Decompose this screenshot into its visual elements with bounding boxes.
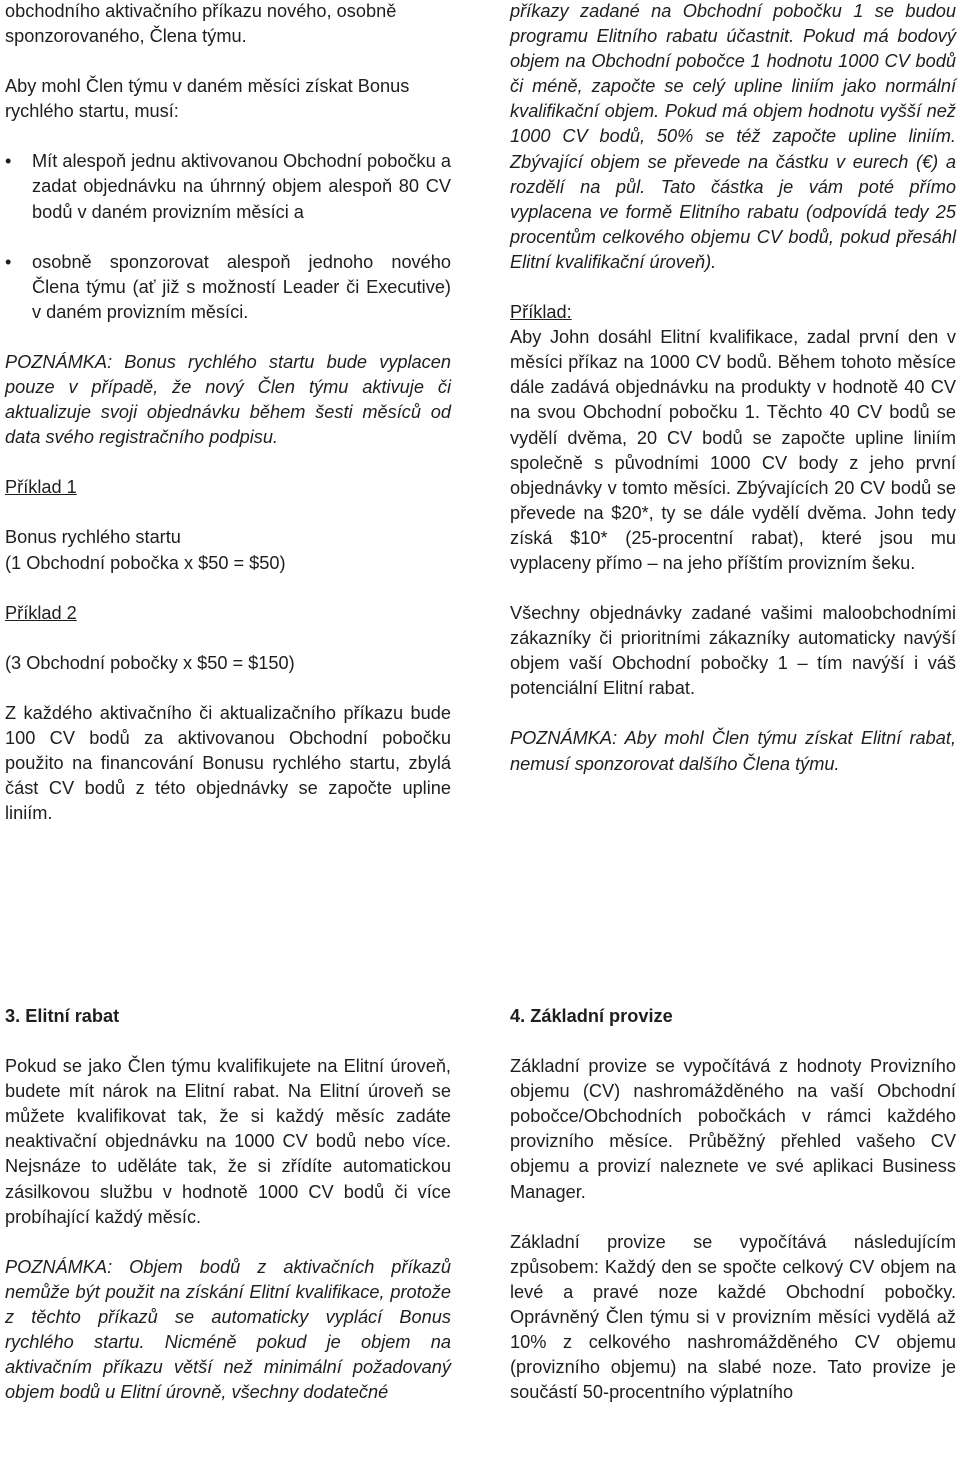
bullet-icon: • — [5, 251, 12, 272]
intro-fragment: obchodního aktivačního příkazu nového, osobně sponzorovaného, Člena týmu. — [5, 1, 397, 47]
column-left-top — [5, 0, 451, 851]
note-continued: příkazy zadané na Obchodní pobočku 1 se budou programu Elitního rabatu účastnit. Pokud má bodový objem na Obchodní pobočce 1 hodnotu 1000 CV bodů či méně, započte se celý upline liniím jako normální kvalifikační objem. Pokud má objem hodnotu vyšší než 1000 CV bodů, 50% se též započte upline liniím. Zbývající objem se převede na částku v eurech (€) a rozdělí na půl. Tato částka je vám poté přímo vyplacena ve formě Elitního rabatu (odpovídá tedy 25 procentům celkového objemu CV bodů, pokud přesáhl Elitní kvalifikační úroveň). — [510, 1, 956, 272]
section-heading-base-commission: 4. Základní provize — [510, 1006, 673, 1026]
note-fast-start: POZNÁMKA: Bonus rychlého startu bude vyplacen pouze v případě, že nový Člen týmu aktivuje či aktualizuje svoji objednávku během šesti měsíců od data svého registračního podpisu. — [5, 351, 451, 448]
note-elite: POZNÁMKA: Aby mohl Člen týmu získat Elitní rabat, nemusí sponzorovat dalšího Člena týmu. — [510, 728, 956, 774]
closing-paragraph: Z každého aktivačního či aktualizačního příkazu bude 100 CV bodů za aktivovanou Obchodní pobočku použito na financování Bonusu rychlého startu, zbylá část CV bodů z této objednávky se započte upline liniím. — [5, 702, 451, 824]
retail-paragraph: Všechny objednávky zadané vašimi maloobchodními zákazníky či prioritními zákazníky automaticky navýší objem vaší Obchodní pobočky 1 – tím navýší i váš potenciální Elitní rabat. — [510, 603, 956, 699]
conditions-intro: Aby mohl Člen týmu v daném měsíci získat Bonus rychlého startu, musí: — [5, 76, 410, 122]
column-right-top — [510, 0, 956, 802]
example-text: Aby John dosáhl Elitní kvalifikace, zadal první den v měsíci příkaz na 1000 CV bodů. Během tohoto měsíce dále zadává objednávku na produkty v hodnotě 40 CV na svou Obchodní pobočku 1. Těchto 40 CV bodů se vydělí dvěma, 20 CV bodů se započte upline liniím společně s původními 1000 CV body z jeho první objednávky v tomto měsíci. Zbývajících 20 CV bodů se převede na $20*, ty se dále vydělí dvěma. John tedy získá $10* (25-procentní rabat), které jsou mu vyplaceny přímo – na jeho příštím provizním šeku. — [510, 327, 956, 573]
column-left-bottom — [5, 1004, 451, 1430]
example2-heading: Příklad 2 — [5, 602, 77, 623]
list-item — [5, 250, 451, 325]
conditions-list — [5, 149, 451, 325]
example-heading: Příklad: — [510, 302, 572, 323]
example1-line1: Bonus rychlého startu — [5, 527, 181, 548]
example1-heading: Příklad 1 — [5, 477, 77, 498]
example2-line1: (3 Obchodní pobočky x $50 = $150) — [5, 652, 295, 673]
bullet-icon: • — [5, 151, 12, 172]
commission-paragraph-2: Základní provize se vypočítává následujícím způsobem: Každý den se spočte celkový CV objem na levé a pravé noze každé Obchodní pobočky. Oprávněný Člen týmu si v provizním měsíci vydělá až 10% z celkového nashromážděného CV objemu (provizního objemu) na slabé noze. Tato provize je součástí 50-procentního výplatního — [510, 1231, 956, 1403]
commission-paragraph-1: Základní provize se vypočítává z hodnoty Provizního objemu (CV) nashromážděného na vaší Obchodní pobočce/Obchodních pobočkách v rámci každého provizního měsíce. Průběžný přehled vašeho CV objemu a provizí naleznete ve své aplikaci Business Manager. — [510, 1056, 956, 1202]
elite-paragraph: Pokud se jako Člen týmu kvalifikujete na Elitní úroveň, budete mít nárok na Elitní rabat. Na Elitní úroveň se můžete kvalifikovat tak, že si každý měsíc zadáte neaktivační objednávku na 1000 CV bodů nebo více. Nejsnáze to uděláte tak, že si zřídíte automatickou zásilkovou službu v hodnotě 1000 CV bodů či více probíhající každý měsíc. — [5, 1056, 451, 1227]
section-heading-elite-rebate: 3. Elitní rabat — [5, 1006, 120, 1026]
list-item-text: osobně sponzorovat alespoň jednoho nového Člena týmu (ať již s možností Leader či Executive) v daném provizním měsíci. — [32, 251, 451, 322]
list-item — [5, 149, 451, 224]
example1-line2: (1 Obchodní pobočka x $50 = $50) — [5, 552, 286, 573]
list-item-text: Mít alespoň jednu aktivovanou Obchodní pobočku a zadat objednávku na úhrnný objem alespoň 80 CV bodů v daném provizním měsíci a — [32, 151, 451, 222]
column-right-bottom — [510, 1004, 956, 1430]
note-activation-volume: POZNÁMKA: Objem bodů z aktivačních příkazů nemůže být použit na získání Elitní kvalifikace, protože z těchto příkazů se automaticky vyplácí Bonus rychlého startu. Nicméně pokud je objem na aktivačním příkazu větší než minimální požadovaný objem bodů u Elitní úrovně, všechny dodatečné — [5, 1256, 451, 1403]
